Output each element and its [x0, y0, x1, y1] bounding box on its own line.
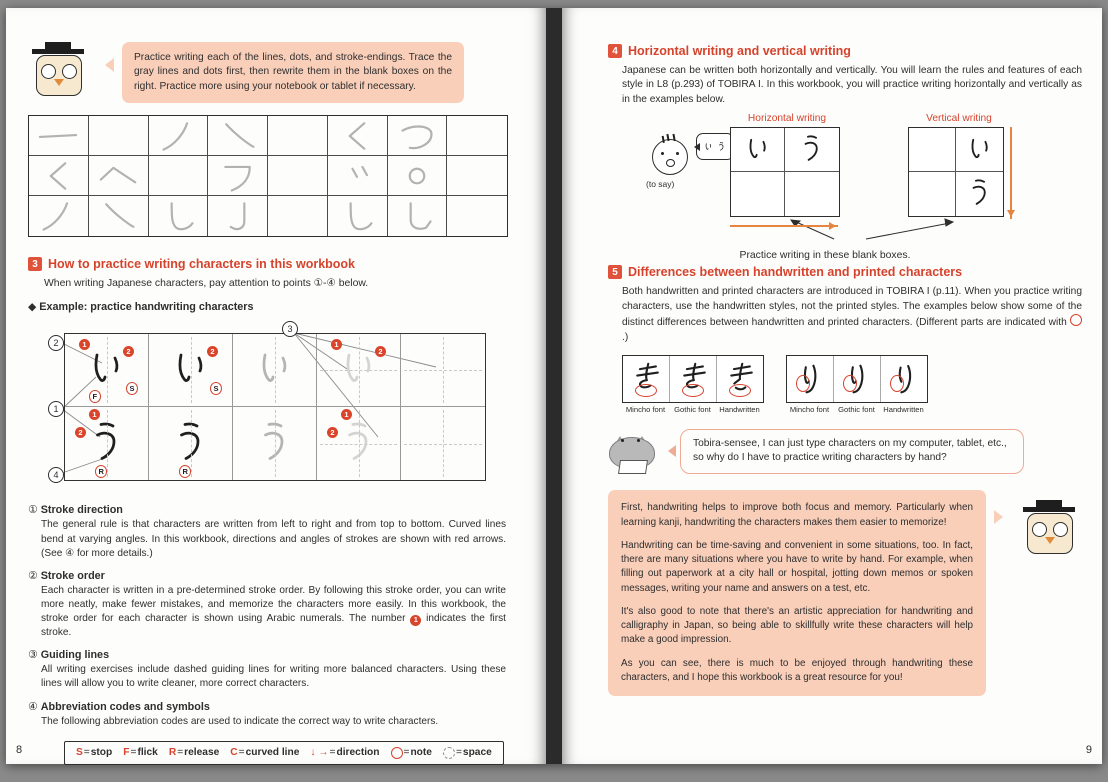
practice-blank-cell: [447, 116, 507, 156]
font-examples-row: [622, 355, 1082, 414]
stroke-sample-angle: [29, 156, 89, 196]
stroke-sample-angle: [328, 116, 388, 156]
cat-icon: [608, 427, 656, 475]
mouth-icon: [666, 159, 675, 167]
kana-u-cell: [956, 172, 1003, 216]
callout-4: 4: [48, 467, 64, 483]
note-circle-icon: [391, 747, 403, 759]
stroke-sample-l-hook: [388, 196, 448, 236]
answer-paragraph: Handwriting can be time-saving and convenient in some situations, too. In fact, there are many situations where you have to write by hand. For example, when filling out paperwork at a city hall or hospital, jotting down memos or spoken messages, writing your name and answers on a test, etc.: [621, 539, 973, 594]
point-stroke-order: ② Stroke order Each character is written in a pre-determined stroke order. By following this stroke order, you can write more neatly, make fewer mistakes, and memorize the characters more easily. In this workbook, the stroke order for each character is shown using Arabic numerals. The number 1 indicates the first stroke.: [28, 569, 506, 641]
gothic-label: Gothic font: [674, 405, 711, 415]
point-guiding-lines: ③ Guiding lines All writing exercises include dashed guiding lines for writing more balanced characters. Using these lines will allow you to write cleaner, more correct characters.: [28, 649, 506, 690]
point-title: Stroke direction: [40, 504, 123, 517]
stroke-number-1: 1: [79, 339, 90, 350]
section-5-heading: [608, 265, 1082, 279]
stroke-sample-hook: [208, 156, 268, 196]
intro-text: Practice writing each of the lines, dots, and stroke-endings. Trace the gray lines and dots first, then rewrite them in the blank boxes on the right. Practice more using your notebook or tablet if necessary.: [134, 52, 452, 92]
page-9: [562, 8, 1102, 764]
handwritten-label: Handwritten: [719, 405, 760, 415]
intro-speech-box: [122, 42, 464, 103]
section-5-title: Differences between handwritten and printed characters: [628, 265, 963, 280]
speech-bubble-icon: [696, 133, 734, 160]
ki-gothic-cell: [670, 356, 717, 402]
example-cell-i: 2 S: [149, 334, 233, 407]
vertical-writing-label: Vertical writing: [926, 113, 992, 125]
stroke-sample-left-diagonal: [29, 196, 89, 236]
horizontal-writing-label: Horizontal writing: [747, 113, 827, 125]
kana-i-cell: [956, 128, 1003, 172]
legend-flick: F = flick: [123, 747, 158, 759]
section-3-heading: [28, 257, 506, 271]
stroke-sample-bottom-curve: [149, 196, 209, 236]
cat-question-bubble: Tobira-sensee, I can just type characters on my computer, tablet, etc., so why do I have to practice writing characters by hand?: [680, 429, 1024, 474]
legend-note: = note: [391, 747, 432, 759]
section-4-body: Japanese can be written both horizontally and vertically. You will learn the rules and features of each style in L8 (p.293) of TOBIRA I. In this workbook, you will practice writing horizontally and vertically as in the examples below.: [622, 65, 1082, 105]
practice-blank-cell: [447, 156, 507, 196]
section-4-heading: [608, 44, 1082, 58]
stroke-sample-dots: [328, 156, 388, 196]
answer-paragraph: First, handwriting helps to improve both focus and memory. Particularly when learning kanji, handwriting the characters makes them easier to memorize!: [621, 502, 973, 528]
stroke-practice-grid: [28, 115, 508, 237]
professor-owl-icon: [28, 42, 90, 98]
book-spread: [6, 8, 1102, 764]
example-cell-u: R: [149, 407, 233, 480]
section-4-title: Horizontal writing and vertical writing: [628, 44, 851, 58]
blank-boxes-caption: Practice writing in these blank boxes.: [739, 249, 911, 261]
practice-blank-cell: [268, 196, 328, 236]
practice-blank-cell: [909, 172, 956, 216]
page-number-left: 8: [16, 744, 23, 756]
stop-code: S: [126, 382, 138, 395]
release-code: R: [95, 465, 107, 478]
example-cell-u-trace: 1 2: [317, 407, 401, 480]
speech-tail: [662, 445, 676, 457]
professor-answer-row: [608, 490, 1082, 696]
first-stroke-badge: 1: [410, 615, 421, 626]
example-heading: ◆ Example: practice handwriting characters: [28, 301, 254, 314]
legend-release: R = release: [168, 747, 220, 759]
writing-direction-examples: [608, 113, 1082, 265]
handwriting-example-diagram: [48, 321, 506, 495]
page-8: [6, 8, 546, 764]
practice-blank-cell: [909, 128, 956, 172]
practice-blank-cell: [268, 116, 328, 156]
legend-direction: ↓ → = direction: [310, 747, 380, 759]
section-3-lead: When writing Japanese characters, pay attention to points ①-④ below.: [44, 278, 369, 290]
practice-blank-cell: [785, 172, 839, 216]
intro-row: [28, 42, 506, 103]
ri-handwritten-cell: [881, 356, 927, 402]
stroke-sample-j-hook: [208, 196, 268, 236]
vertical-writing-grid: [908, 127, 1004, 217]
font-example-ki: [622, 355, 764, 414]
stroke-sample-left-diagonal: [149, 116, 209, 156]
kana-u-glyph: [716, 141, 727, 153]
callout-2: 2: [48, 335, 64, 351]
to-say-label: (to say): [646, 179, 675, 190]
kana-u-cell: [785, 128, 839, 172]
stroke-number-2: 2: [123, 346, 134, 357]
flick-code: F: [89, 390, 101, 403]
section-number-badge: 4: [608, 44, 622, 58]
practice-blank-cell: [89, 116, 149, 156]
cat-question-row: [608, 427, 1082, 475]
kana-i-cell: [731, 128, 785, 172]
points-list: [28, 503, 506, 728]
practice-blank-cell: [447, 196, 507, 236]
example-cell-i-trace: 1 2: [317, 334, 401, 407]
horizontal-writing-grid: [730, 127, 840, 217]
example-cell-i-annotated: [65, 334, 149, 407]
point-abbreviation-codes: ④ Abbreviation codes and symbols The following abbreviation codes are used to indicate the correct way to write characters.: [28, 700, 439, 727]
callout-1: 1: [48, 401, 64, 417]
example-cell-u-gray: [233, 407, 317, 480]
example-cell-blank: [401, 407, 485, 480]
stroke-sample-horizontal: [29, 116, 89, 156]
legend-stop: S = stop: [76, 747, 113, 759]
beak-icon: [1045, 537, 1055, 549]
section-3-title: How to practice writing characters in this workbook: [48, 257, 356, 272]
glasses-icon: [1032, 522, 1047, 537]
kana-i-glyph: [703, 141, 714, 153]
section-number-badge: 3: [28, 257, 42, 271]
book-icon: [618, 460, 648, 474]
practice-blank-cell: [149, 156, 209, 196]
ki-handwritten-cell: [717, 356, 763, 402]
mincho-label: Mincho font: [625, 405, 666, 415]
stroke-sample-bottom-curve: [328, 196, 388, 236]
beak-icon: [54, 79, 64, 91]
practice-blank-cell: [731, 172, 785, 216]
abbreviation-legend: [64, 741, 504, 765]
section-5-body: Both handwritten and printed characters are introduced in TOBIRA I (p.11). When you practice writing characters, use the handwritten styles, not the printed styles. The examples below show some of the distinct differences between handwritten and printed characters. (Different parts are indicated with .): [622, 286, 1082, 343]
ri-gothic-cell: [834, 356, 881, 402]
font-example-ri: Mincho font Gothic font Handwritten: [786, 355, 928, 414]
legend-space: = space: [443, 747, 492, 759]
glasses-icon: [41, 64, 56, 79]
vertical-direction-arrow: [1010, 127, 1012, 219]
point-body: The general rule is that characters are written from left to right and from top to bottom. Curved lines bend at varying angles. In this workbook, directions and angles of strokes are shown with red arrows. (See ④ for more details.): [41, 519, 506, 559]
section-number-badge: 5: [608, 265, 622, 279]
professor-answer-box: [608, 490, 986, 696]
speech-tail: [994, 510, 1010, 524]
page-number-right: 9: [1085, 744, 1092, 756]
stroke-sample-peak: [89, 156, 149, 196]
note-circle-icon: [1070, 314, 1082, 326]
answer-paragraph: As you can see, there is much to be enjoyed through handwriting these characters, and I hope this workbook is a great resource for you!: [621, 657, 973, 683]
space-circle-icon: [443, 747, 455, 759]
ki-mincho-cell: [623, 356, 670, 402]
example-grid: [64, 333, 486, 481]
stroke-sample-circle: [388, 156, 448, 196]
horizontal-direction-arrow: [730, 225, 838, 227]
stroke-sample-right-diagonal: [208, 116, 268, 156]
stroke-sample-curve: [388, 116, 448, 156]
example-cell-blank: [401, 334, 485, 407]
legend-curved-line: C = curved line: [230, 747, 300, 759]
callout-3: 3: [282, 321, 298, 337]
answer-paragraph: It's also good to note that there's an artistic appreciation for handwriting and calligraphy in Japan, so being able to skillfully write these characters will help make a good impression.: [621, 605, 973, 646]
practice-blank-cell: [268, 156, 328, 196]
example-cell-u-annotated: 1 2 R: [65, 407, 149, 480]
point-number: ①: [28, 504, 38, 517]
example-cell-i-gray: [233, 334, 317, 407]
stroke-sample-right-diagonal: [89, 196, 149, 236]
point-stroke-direction: [28, 503, 506, 560]
point-body: Each character is written in a pre-determined stroke order. By following this stroke order, you can write more neatly, make fewer mistakes, and memorize the characters more easily. In this workbook, the stroke order for each character is shown using Arabic numerals. The number 1 indicates the first stroke.: [41, 584, 506, 639]
ri-mincho-cell: [787, 356, 834, 402]
professor-owl-icon: [1019, 500, 1081, 556]
speech-tail: [98, 58, 114, 72]
